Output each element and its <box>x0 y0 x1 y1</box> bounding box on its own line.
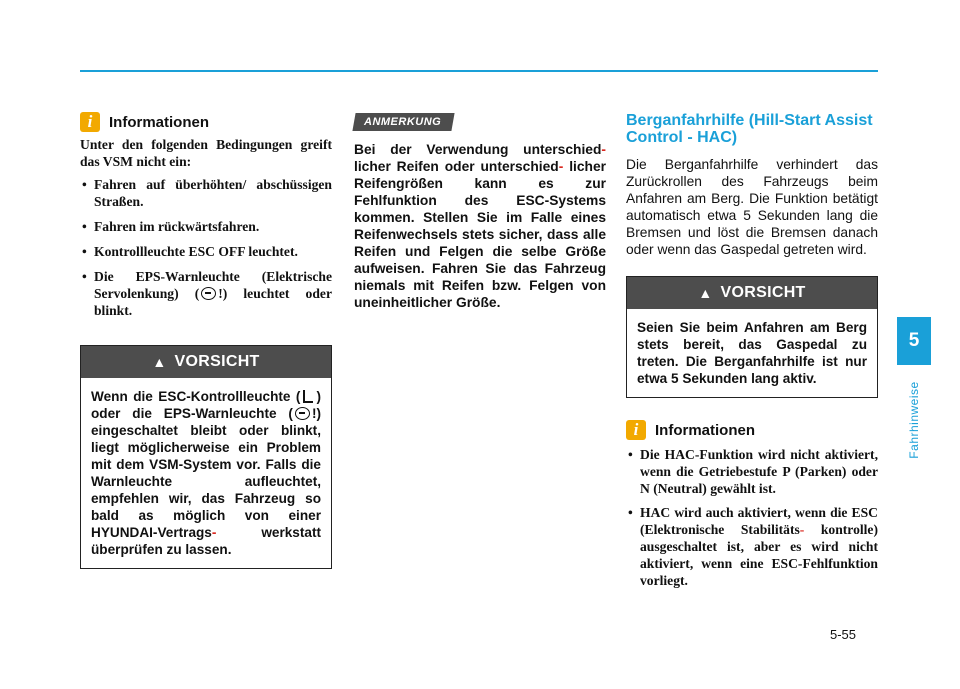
eps-warning-icon <box>201 287 216 300</box>
list-item: • Fahren auf überhöhten/ abschüssigen Straßen. <box>80 176 332 210</box>
list-item: • Kontrollleuchte ESC OFF leuchtet. <box>80 243 332 260</box>
eps-warning-icon <box>295 407 310 420</box>
bullet-text: HAC wird auch aktiviert, wenn die ESC (Elektronische Stabilitäts <box>640 505 878 537</box>
info-heading <box>80 112 332 132</box>
info-heading <box>626 420 878 440</box>
hyphen-mark: - <box>211 525 217 540</box>
note-text: licher Reifengrößen kann es zur Fehlfunktion des ESC-Systems kommen. Stellen Sie im Falle eines Reifenwechsels stets sicher, dass alle Reifen und Felgen die selbe Größe aufweisen. Fahren Sie das Fahrzeug niemals mit Reifen bzw. Felgen von uneinheitlicher Größe. <box>354 159 606 310</box>
warning-text: ) eingeschaltet bleibt oder blinkt, liegt möglicherweise ein Problem mit dem VSM-System vor. Falls die Warnleuchte aufleuchtet, empfehlen wir, das Fahrzeug so bald as möglich von einer HYUNDAI-Vertrags <box>91 406 321 540</box>
warning-triangle-icon: ▲ <box>698 285 713 301</box>
bullet-text: ) leuchtet oder blinkt. <box>94 286 332 318</box>
esc-indicator-icon <box>303 390 313 403</box>
info-icon: i <box>626 420 646 440</box>
section-title: Berganfahrhilfe (Hill-Start Assist Control - HAC) <box>626 112 873 146</box>
list-item: • Die HAC-Funktion wird nicht aktiviert, wenn die Getriebestufe P (Parken) oder N (Neutral) gewählt ist. <box>626 446 878 497</box>
note-tag-label: ANMERKUNG <box>364 116 442 128</box>
top-rule <box>80 70 878 72</box>
chapter-tab: 5 <box>897 317 931 365</box>
list-item <box>626 504 878 589</box>
warning-text: Wenn die ESC-Kontrollleuchte ( <box>91 389 301 404</box>
hyphen-mark: - <box>558 159 564 174</box>
warning-header <box>81 346 331 378</box>
warning-title: VORSICHT <box>720 284 806 301</box>
column-middle <box>354 112 606 311</box>
chapter-label: Fahrhinweise <box>907 381 921 459</box>
warning-box <box>80 345 332 569</box>
warning-title: VORSICHT <box>174 353 260 370</box>
warning-text: ) oder die EPS-Warnleuchte ( <box>91 389 321 421</box>
warning-box <box>626 276 878 398</box>
note-text: licher Reifen oder unterschied <box>354 159 559 174</box>
section-body: Die Berganfahrhilfe verhindert das Zurückrollen des Fahrzeugs beim Anfahren am Berg. Die Funktion betätigt automatisch etwa 5 Sekunden lang die Bremsen und löst die Bremsen danach oder wenn das Gaspedal getreten wird. <box>626 157 878 257</box>
bullet-text: Die EPS-Warnleuchte (Elektrische Servolenkung) ( <box>94 269 332 301</box>
note-tag <box>352 113 454 131</box>
info-bullets <box>80 176 332 319</box>
note-body <box>354 141 606 311</box>
info-title: Informationen <box>109 113 209 131</box>
warning-triangle-icon: ▲ <box>152 354 167 370</box>
info-bullets <box>626 446 878 589</box>
warning-text: werkstatt überprüfen zu lassen. <box>91 525 321 557</box>
page-number: 5-55 <box>830 627 857 642</box>
warning-header <box>627 277 877 309</box>
note-text: Bei der Verwendung unterschied <box>354 142 602 157</box>
column-left <box>80 112 332 569</box>
info-icon: i <box>80 112 100 132</box>
column-right <box>626 112 878 596</box>
bullet-text: kontrolle) ausgeschaltet ist, aber es wird nicht aktiviert, wenn eine ESC-Fehlfunktion vorliegt. <box>640 522 878 588</box>
info-intro: Unter den folgenden Bedingungen greift das VSM nicht ein: <box>80 137 332 169</box>
info-title: Informationen <box>655 421 755 439</box>
list-item: • Fahren im rückwärtsfahren. <box>80 218 332 235</box>
warning-body: Wenn die ESC-Kontrollleuchte ( ) oder die EPS-Warnleuchte ( !) eingeschaltet bleibt oder blinkt, liegt möglicherweise ein Problem mit dem VSM-System vor. Falls die Warnleuchte aufleuchtet, empfehlen wir, das Fahrzeug so bald as möglich von einer HYUNDAI-Vertrags- werkstatt überprüfen zu lassen. <box>91 389 321 557</box>
list-item: • Die EPS-Warnleuchte (Elektrische Servolenkung) ( !) leuchtet oder blinkt. <box>80 268 332 319</box>
warning-body: Seien Sie beim Anfahren am Berg stets bereit, das Gaspedal zu treten. Die Berganfahrhilfe ist nur etwa 5 Sekunden lang aktiv. <box>637 320 867 386</box>
hyphen-mark: - <box>799 522 805 537</box>
hyphen-mark: - <box>601 142 606 157</box>
